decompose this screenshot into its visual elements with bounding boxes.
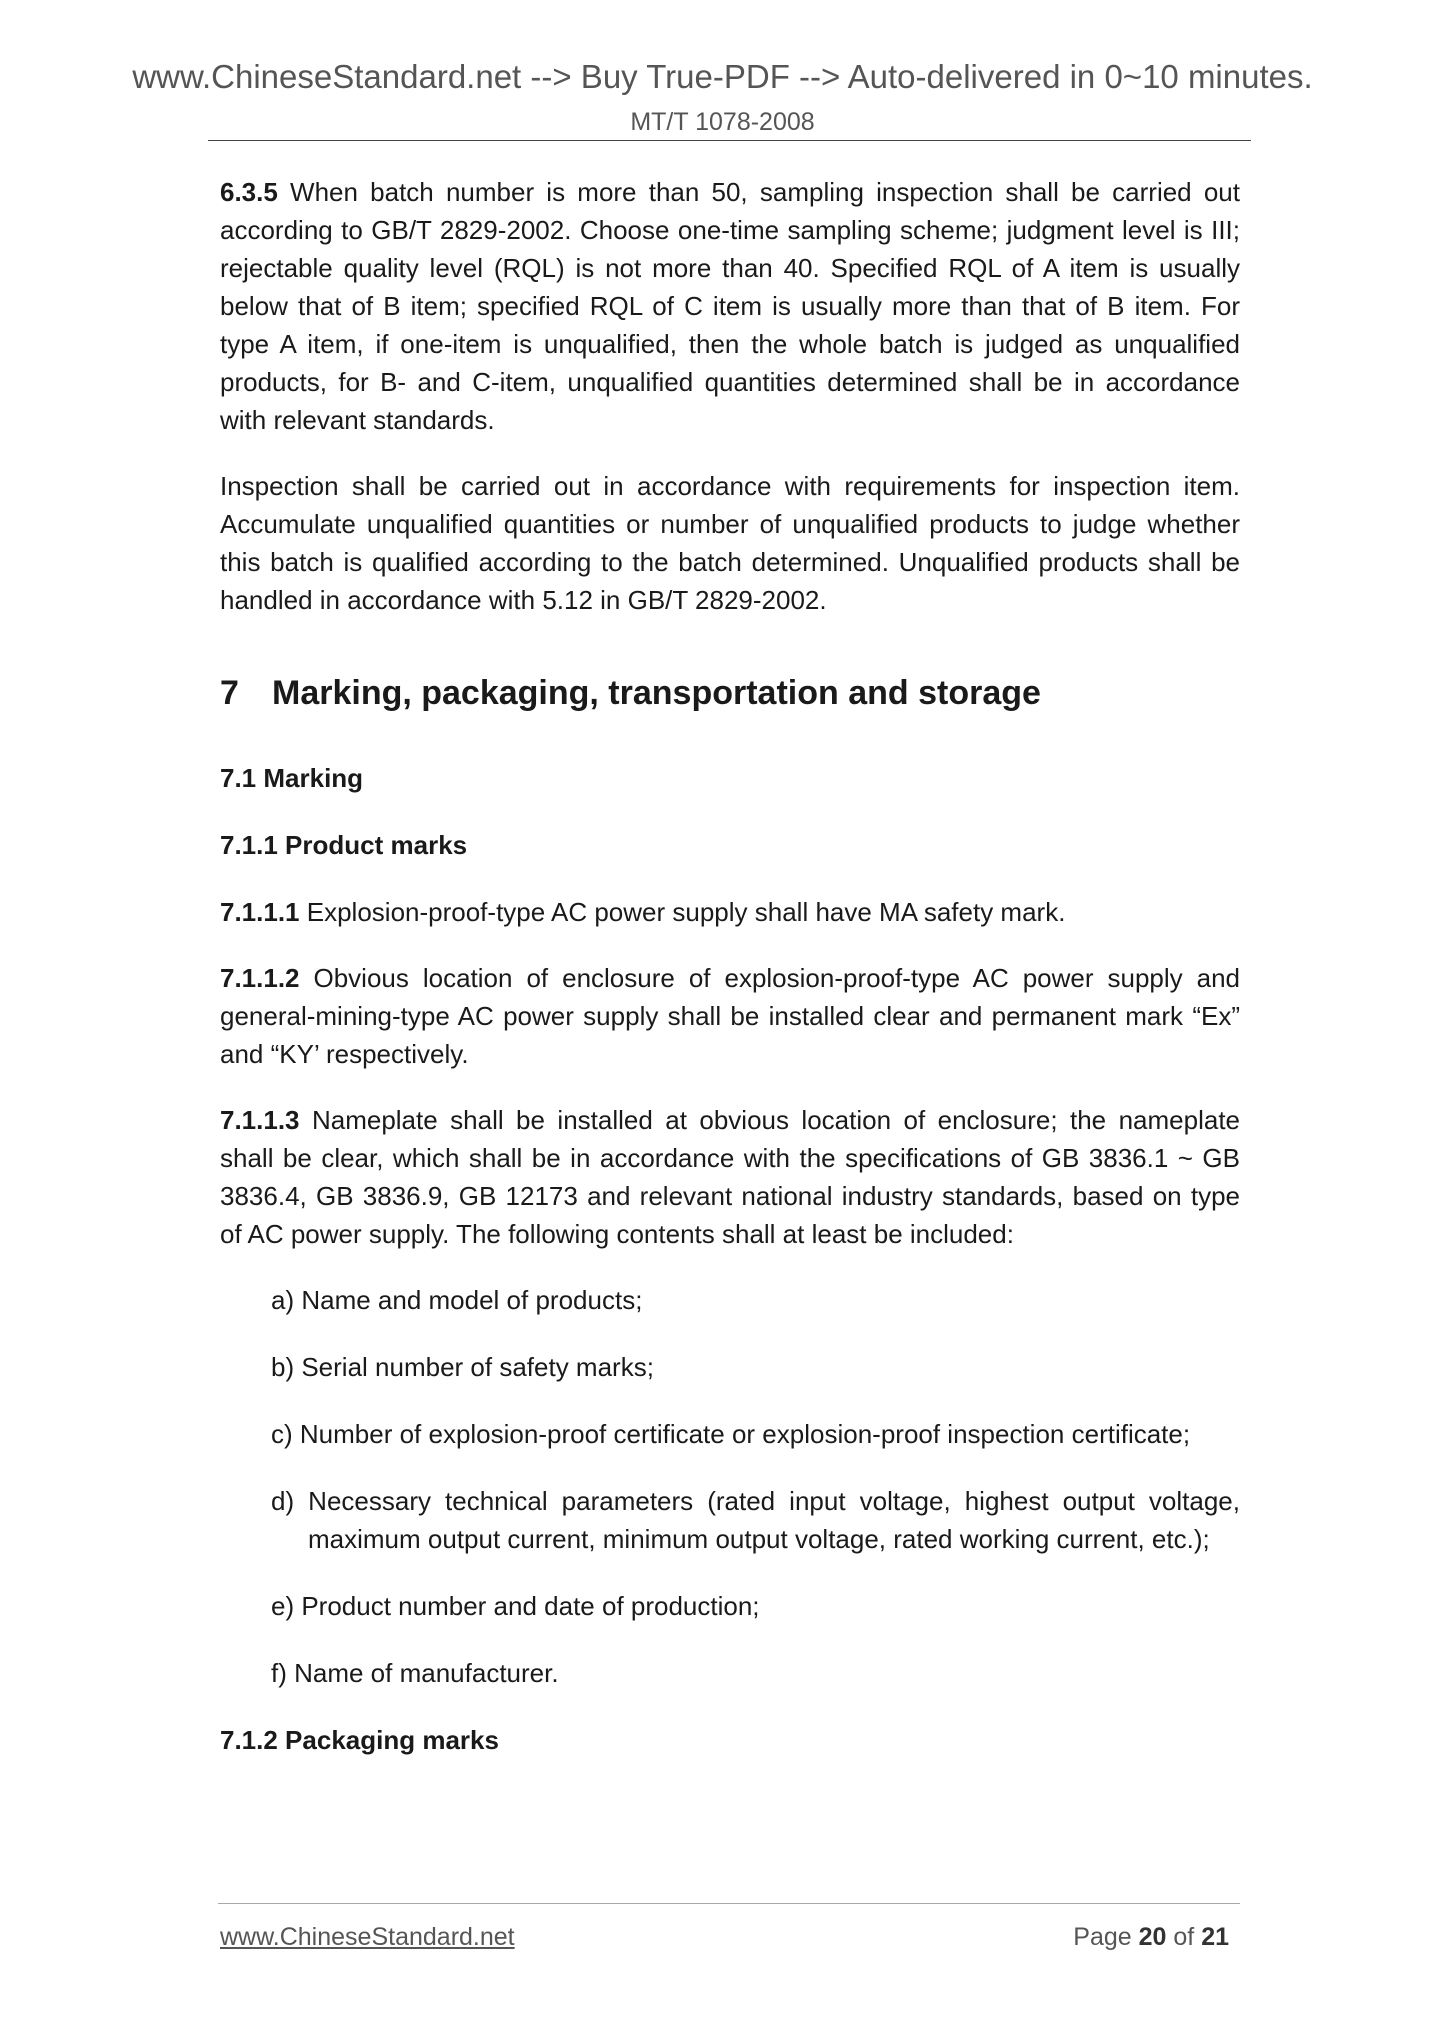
clause-number: 7.1.1.1 xyxy=(220,897,300,927)
document-body xyxy=(220,173,1240,1788)
clause-7-1-1-1 xyxy=(220,893,1240,931)
site-banner: www.ChineseStandard.net --> Buy True-PDF --> Auto-delivered in 0~10 minutes. xyxy=(132,58,1313,95)
inspection-paragraph: Inspection shall be carried out in accordance with requirements for inspection item. Accumulate unqualified quantities or number of unqualified products to judge whether this batch is qualified according to the batch determined. Unqualified products shall be handled in accordance with 5.12 in GB/T 2829-2002. xyxy=(220,471,1240,615)
page-of-label: of xyxy=(1173,1923,1195,1951)
heading-7-1: 7.1 Marking xyxy=(220,763,364,793)
footer-site-link[interactable]: www.ChineseStandard.net xyxy=(220,1923,515,1951)
list-item: e) Product number and date of production; xyxy=(271,1591,760,1621)
list-item: b) Serial number of safety marks; xyxy=(271,1352,654,1382)
heading-7-1-1: 7.1.1 Product marks xyxy=(220,830,468,860)
total-pages: 21 xyxy=(1201,1923,1229,1951)
list-item: d) Necessary technical parameters (rated input voltage, highest output voltage, maximum output current, minimum output voltage, rated working current, etc.); xyxy=(271,1486,1240,1554)
footer-divider xyxy=(218,1903,1240,1904)
standard-code: MT/T 1078-2008 xyxy=(630,108,815,136)
list-item: a) Name and model of products; xyxy=(271,1285,643,1315)
heading-7-1-2: 7.1.2 Packaging marks xyxy=(220,1725,499,1755)
current-page: 20 xyxy=(1138,1923,1167,1951)
clause-7-1-1-2 xyxy=(220,959,1240,1073)
clause-text: Explosion-proof-type AC power supply shall have MA safety mark. xyxy=(306,897,1066,927)
list-item: f) Name of manufacturer. xyxy=(271,1658,559,1688)
clause-number: 7.1.1.2 xyxy=(220,963,300,993)
clause-text: Obvious location of enclosure of explosion-proof-type AC power supply and general-mining-type AC power supply shall be installed clear and permanent mark “Ex” and “KY’ respectively. xyxy=(220,963,1240,1069)
section-7-heading xyxy=(220,671,1240,715)
clause-text: Nameplate shall be installed at obvious location of enclosure; the nameplate shall be clear, which shall be in accordance with the specifications of GB 3836.1 ~ GB 3836.4, GB 3836.9, GB 12173 and relevant national industry standards, based on type of AC power supply. The following contents shall at least be included: xyxy=(220,1105,1241,1249)
clause-number: 7.1.1.3 xyxy=(220,1105,300,1135)
clause-7-1-1-3 xyxy=(220,1101,1240,1253)
clause-text: When batch number is more than 50, sampling inspection shall be carried out according to GB/T 2829-2002. Choose one-time sampling scheme; judgment level is III; rejectable quality level (RQL) is not more than 40. Specified RQL of A item is usually below that of B item; specified RQL of C item is usually more than that of B item. For type A item, if one-item is unqualified, then the whole batch is judged as unqualified products, for B- and C-item, unqualified quantities determined shall be in accordance with relevant standards. xyxy=(220,177,1240,435)
section-number: 7 xyxy=(220,674,239,712)
list-item: c) Number of explosion-proof certificate or explosion-proof inspection certificate; xyxy=(271,1419,1191,1449)
section-title: Marking, packaging, transportation and storage xyxy=(272,674,1041,712)
clause-6-3-5 xyxy=(220,173,1240,439)
header-divider xyxy=(208,140,1251,141)
page-label: Page xyxy=(1073,1923,1132,1951)
page-indicator xyxy=(1073,1923,1229,1952)
clause-number: 6.3.5 xyxy=(220,177,278,207)
nameplate-contents-list xyxy=(220,1281,1240,1692)
